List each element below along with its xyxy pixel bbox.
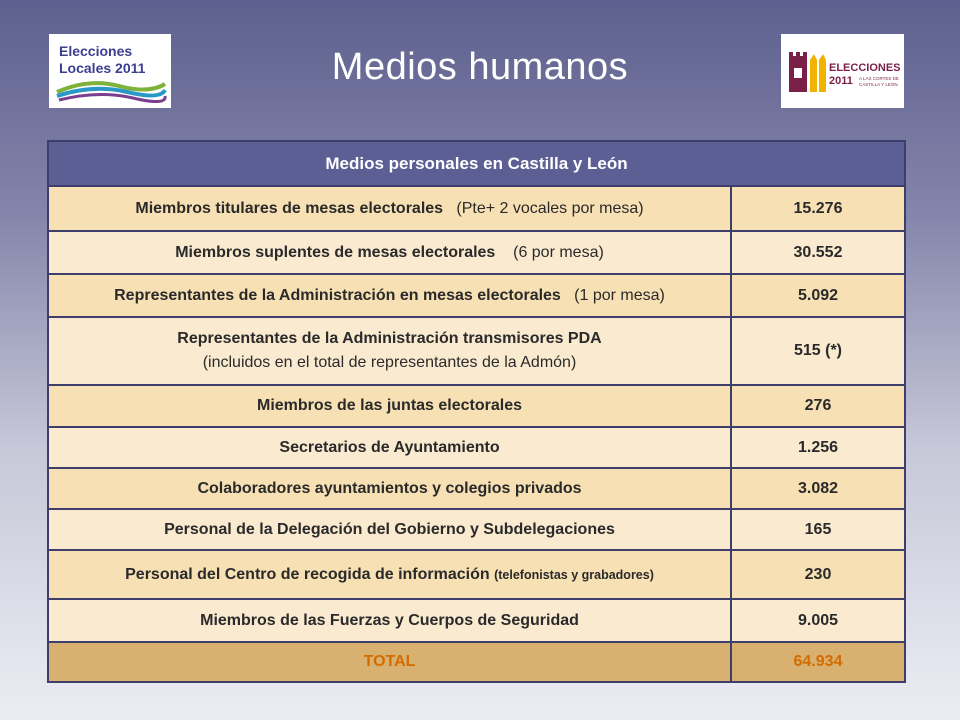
table-header: Medios personales en Castilla y León xyxy=(48,141,905,186)
row-label-cell xyxy=(48,550,731,599)
total-row xyxy=(48,642,905,682)
row-label-cell xyxy=(48,231,731,274)
elecciones-cortes-logo xyxy=(781,34,904,108)
row-value: 15.276 xyxy=(731,186,905,231)
row-label-cell xyxy=(48,385,731,427)
row-label: Miembros suplentes de mesas electorales xyxy=(175,243,496,261)
logo-left-line1: Elecciones xyxy=(59,43,133,59)
row-label: Miembros de las juntas electorales xyxy=(257,397,522,414)
row-value: 165 xyxy=(731,509,905,550)
row-label-cell xyxy=(48,468,731,509)
row-value: 1.256 xyxy=(731,427,905,468)
page-title: Medios humanos xyxy=(331,46,629,88)
total-value: 64.934 xyxy=(731,642,905,682)
row-note: (Pte+ 2 vocales por mesa) xyxy=(456,199,644,217)
row-label: Colaboradores ayuntamientos y colegios privados xyxy=(197,479,582,497)
row-note: (1 por mesa) xyxy=(574,286,665,304)
row-note: (incluidos en el total de representantes de la Admón) xyxy=(202,354,577,371)
table-row xyxy=(48,317,905,385)
row-label: Miembros titulares de mesas electorales xyxy=(135,199,444,217)
table-row xyxy=(48,427,905,468)
row-label: Secretarios de Ayuntamiento xyxy=(279,438,500,456)
table-row xyxy=(48,186,905,231)
row-label-cell xyxy=(48,274,731,317)
row-value: 30.552 xyxy=(731,231,905,274)
table-row xyxy=(48,274,905,317)
row-label-cell xyxy=(48,317,731,385)
elecciones-cortes-logo-graphic xyxy=(781,34,904,108)
row-value: 9.005 xyxy=(731,599,905,642)
row-label: Representantes de la Administración en mesas electorales xyxy=(114,286,561,304)
table-row xyxy=(48,599,905,642)
row-label-cell xyxy=(48,186,731,231)
row-label: Miembros de las Fuerzas y Cuerpos de Seguridad xyxy=(200,611,579,629)
row-value: 5.092 xyxy=(731,274,905,317)
logo-right-line1: ELECCIONES xyxy=(829,62,901,74)
medios-personales-table xyxy=(47,140,906,683)
table-row xyxy=(48,385,905,427)
logo-right-line2: 2011 xyxy=(829,75,853,87)
row-label-cell xyxy=(48,599,731,642)
row-value: 515 (*) xyxy=(731,317,905,385)
table-row xyxy=(48,550,905,599)
row-note: (telefonistas y grabadores) xyxy=(494,567,654,582)
logo-right-sub1: A LAS CORTES DE xyxy=(859,76,899,81)
logo-right-sub2: CASTILLA Y LEÓN xyxy=(859,82,898,87)
row-value: 276 xyxy=(731,385,905,427)
row-label-cell xyxy=(48,509,731,550)
row-label: Personal de la Delegación del Gobierno y Subdelegaciones xyxy=(164,520,615,538)
row-label: Representantes de la Administración transmisores PDA xyxy=(177,330,602,347)
table-row xyxy=(48,509,905,550)
row-value: 3.082 xyxy=(731,468,905,509)
row-note: (6 por mesa) xyxy=(513,243,604,261)
total-label: TOTAL xyxy=(48,642,731,682)
table-row xyxy=(48,468,905,509)
row-value: 230 xyxy=(731,550,905,599)
table-row xyxy=(48,231,905,274)
row-label-cell xyxy=(48,427,731,468)
logo-left-line2: Locales 2011 xyxy=(59,60,146,76)
row-label: Personal del Centro de recogida de información xyxy=(125,565,490,583)
